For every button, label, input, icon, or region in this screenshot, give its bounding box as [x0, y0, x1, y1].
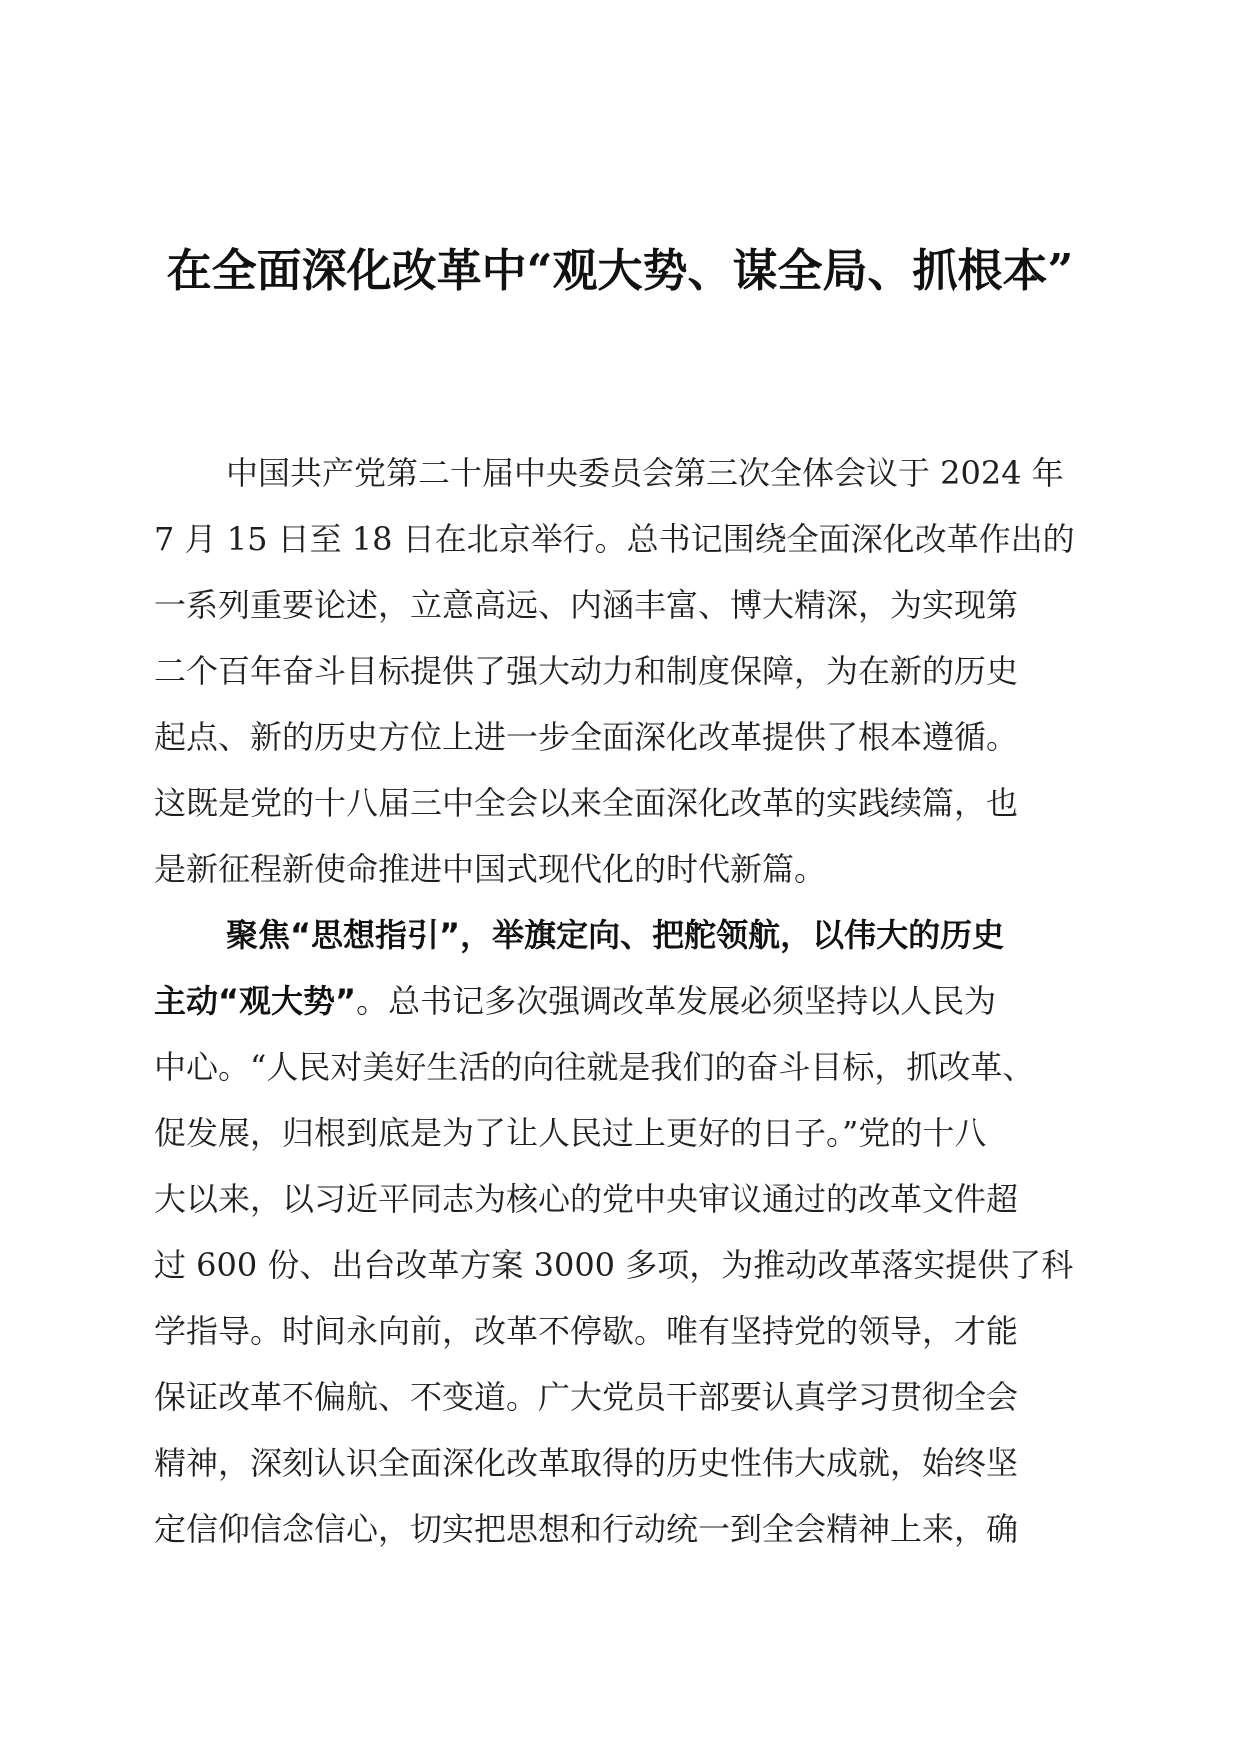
document-body [154, 440, 1094, 1562]
paragraph-2-lead-text: 聚焦“思想指引”，举旗定向、把舵领航，以伟大的历史 [226, 916, 1005, 954]
paragraph-2-line-8: 保证改革不偏航、不变道。广大党员干部要认真学习贯彻全会 [154, 1378, 1019, 1416]
paragraph-2-line-6: 过 600 份、出台改革方案 3000 多项，为推动改革落实提供了科 [154, 1246, 1074, 1284]
paragraph-2-line-1 [154, 902, 1094, 968]
paragraph-1-line-5: 起点、新的历史方位上进一步全面深化改革提供了根本遵循。 [154, 718, 1019, 756]
paragraph-2-line-7: 学指导。时间永向前，改革不停歇。唯有坚持党的领导，才能 [154, 1312, 1019, 1350]
paragraph-1-line-6: 这既是党的十八届三中全会以来全面深化改革的实践续篇，也 [154, 784, 1019, 822]
paragraph-2-line-2-text: 。总书记多次强调改革发展必须坚持以人民为 [356, 982, 997, 1020]
paragraph-2-line-3: 中心。“人民对美好生活的向往就是我们的奋斗目标，抓改革、 [154, 1048, 1035, 1086]
paragraph-1-line-3: 一系列重要论述，立意高远、内涵丰富、博大精深，为实现第 [154, 586, 1019, 624]
paragraph-1-line-7: 是新征程新使命推进中国式现代化的时代新篇。 [154, 850, 827, 888]
document-title: 在全面深化改革中“观大势、谋全局、抓根本” [166, 244, 1074, 297]
paragraph-2-line-5: 大以来，以习近平同志为核心的党中央审议通过的改革文件超 [154, 1180, 1019, 1218]
paragraph-2-lead-text-cont: 主动“观大势” [154, 982, 357, 1020]
paragraph-2-line-2 [154, 968, 1094, 1034]
paragraph-2-line-4: 促发展，归根到底是为了让人民过上更好的日子。”党的十八 [154, 1114, 987, 1152]
paragraph-2-line-9: 精神，深刻认识全面深化改革取得的历史性伟大成就，始终坚 [154, 1444, 1019, 1482]
paragraph-1-line-2: 7 月 15 日至 18 日在北京举行。总书记围绕全面深化改革作出的 [154, 520, 1075, 558]
paragraph-2-line-10: 定信仰信念信心，切实把思想和行动统一到全会精神上来，确 [154, 1510, 1019, 1548]
paragraph-1-line-1: 中国共产党第二十届中央委员会第三次全体会议于 2024 年 [226, 454, 1064, 492]
paragraph-1-line-4: 二个百年奋斗目标提供了强大动力和制度保障，为在新的历史 [154, 652, 1019, 690]
